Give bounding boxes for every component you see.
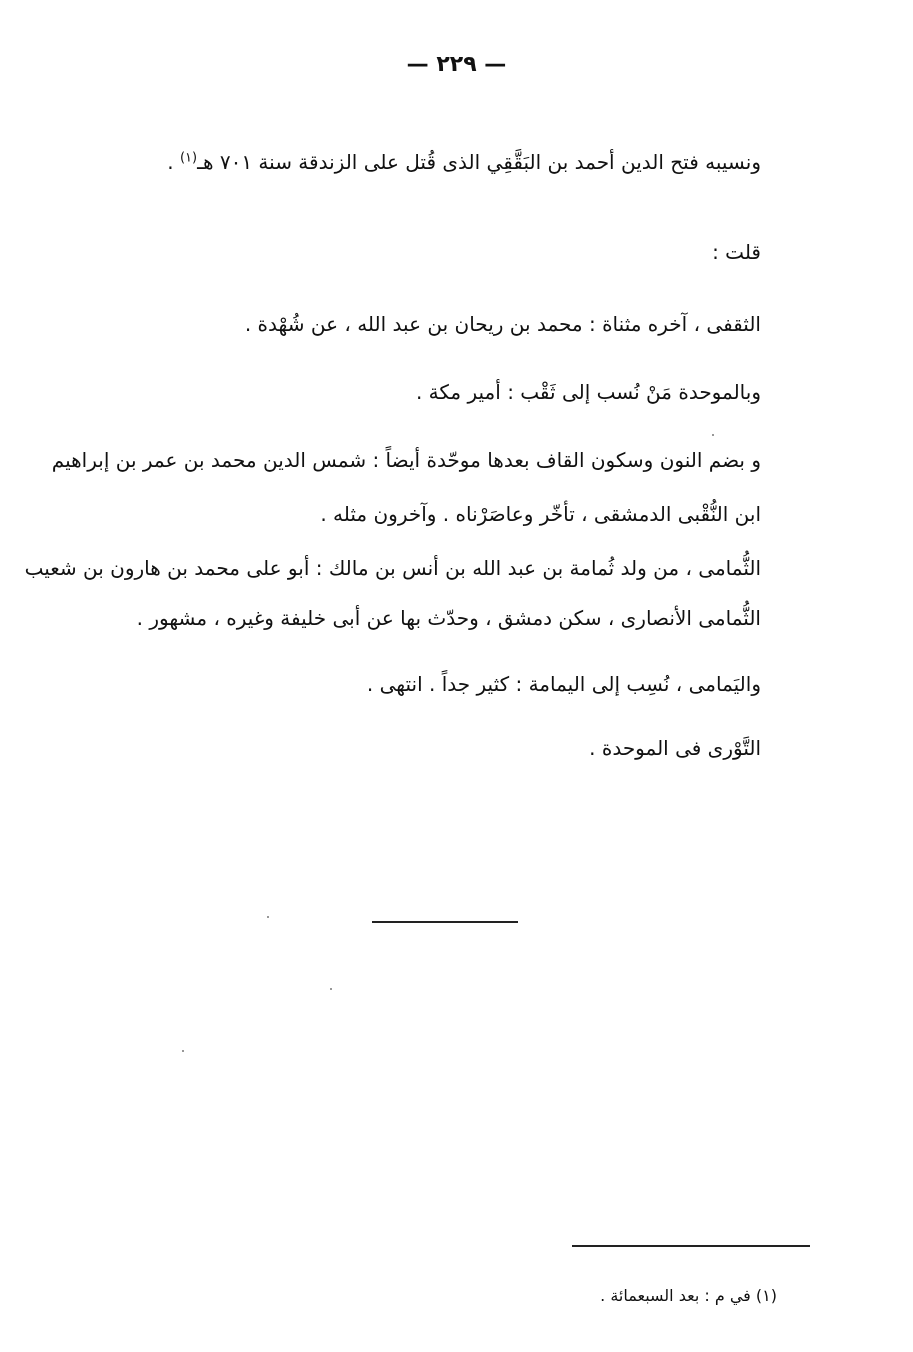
footnote-rule: [572, 1245, 810, 1247]
text-line-9: واليَمامى ، نُسِب إلى اليمامة : كثير جداً . انتهى .: [366, 672, 761, 696]
text-line-5: و بضم النون وسكون القاف بعدها موحّدة أيضاً : شمس الدين محمد بن عمر بن إبراهيم: [51, 448, 761, 472]
line-1-tail: .: [167, 150, 180, 174]
text-line-2: قلت :: [712, 240, 761, 264]
footnote: (١) في م : بعد السبعمائة .: [600, 1286, 777, 1305]
line-1-text: ونسيبه فتح الدين أحمد بن البَقَّقِي الذى قُتل على الزندقة سنة ٧٠١ هـ: [197, 150, 761, 174]
section-divider: [372, 921, 518, 923]
text-line-3: الثقفى ، آخره مثناة : محمد بن ريحان بن عبد الله ، عن شُهْدة .: [244, 312, 761, 336]
footnote-ref: (١): [179, 150, 198, 166]
page-number: — ٢٢٩ —: [406, 52, 507, 77]
text-line-7: الثُّمامى ، من ولد ثُمامة بن عبد الله بن أنس بن مالك : أبو على محمد بن هارون بن شعيب: [24, 556, 761, 580]
scan-speck: [712, 434, 714, 436]
text-line-1: [167, 150, 761, 174]
scan-speck: [330, 988, 332, 990]
text-line-10: التَّوْرى فى الموحدة .: [589, 736, 761, 760]
text-line-6: ابن النُّقْبى الدمشقى ، تأخّر وعاصَرْناه . وآخرون مثله .: [320, 502, 761, 526]
text-line-4: وبالموحدة مَنْ نُسب إلى ثَقْب : أمير مكة .: [415, 380, 761, 404]
scan-speck: [267, 916, 269, 918]
scan-speck: [182, 1050, 184, 1052]
text-line-8: الثُّمامى الأنصارى ، سكن دمشق ، وحدّث بها عن أبى خليفة وغيره ، مشهور .: [136, 606, 761, 630]
